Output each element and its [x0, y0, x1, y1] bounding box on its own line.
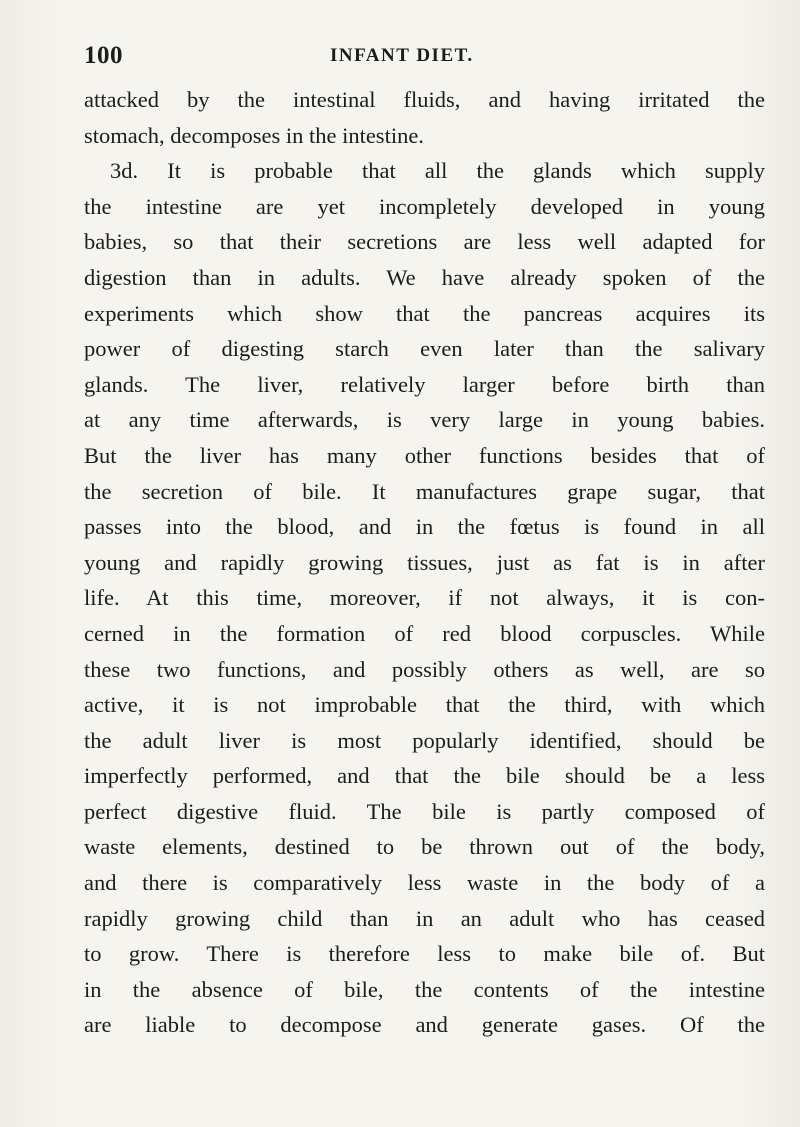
text-line: perfect digestive fluid. The bile is partly composed of	[84, 798, 765, 824]
text-line: imperfectly performed, and that the bile should be a less	[84, 763, 765, 789]
text-line: rapidly growing child than in an adult who has ceased	[84, 905, 765, 931]
text-line: glands. The liver, relatively larger before birth than	[84, 371, 765, 397]
text-line: to grow. There is therefore less to make bile of. But	[84, 941, 765, 967]
text-line: But the liver has many other functions besides that of	[84, 442, 765, 468]
text-line: these two functions, and possibly others as well, are so	[84, 656, 765, 682]
text-line: at any time afterwards, is very large in young babies.	[84, 407, 765, 433]
text-line: are liable to decompose and generate gases. Of the	[84, 1012, 765, 1038]
text-line: the secretion of bile. It manufactures grape sugar, that	[84, 478, 765, 504]
text-line: power of digesting starch even later than the salivary	[84, 336, 765, 362]
text-line: 3d. It is probable that all the glands which supply	[110, 158, 765, 184]
text-line: and there is comparatively less waste in the body of a	[84, 870, 765, 896]
text-line: attacked by the intestinal fluids, and having irritated the	[84, 87, 765, 112]
text-line: the intestine are yet incompletely developed in young	[84, 193, 765, 219]
body-text	[84, 82, 765, 1043]
text-line: digestion than in adults. We have already spoken of the	[84, 264, 765, 290]
text-line: in the absence of bile, the contents of the intestine	[84, 976, 765, 1002]
text-line: life. At this time, moreover, if not always, it is con-	[84, 585, 765, 611]
page-number: 100	[84, 42, 123, 69]
running-title: INFANT DIET.	[330, 45, 474, 66]
text-line: active, it is not improbable that the third, with which	[84, 692, 765, 718]
text-line: young and rapidly growing tissues, just as fat is in after	[84, 549, 765, 575]
text-line: passes into the blood, and in the fœtus is found in all	[84, 514, 765, 540]
text-line: waste elements, destined to be thrown out of the body,	[84, 834, 765, 860]
text-line: cerned in the formation of red blood corpuscles. While	[84, 620, 765, 646]
text-line: babies, so that their secretions are less well adapted for	[84, 229, 765, 255]
text-line: stomach, decomposes in the intestine.	[84, 122, 424, 148]
text-line: experiments which show that the pancreas acquires its	[84, 300, 765, 326]
running-head	[84, 36, 764, 76]
text-line: the adult liver is most popularly identified, should be	[84, 727, 765, 753]
